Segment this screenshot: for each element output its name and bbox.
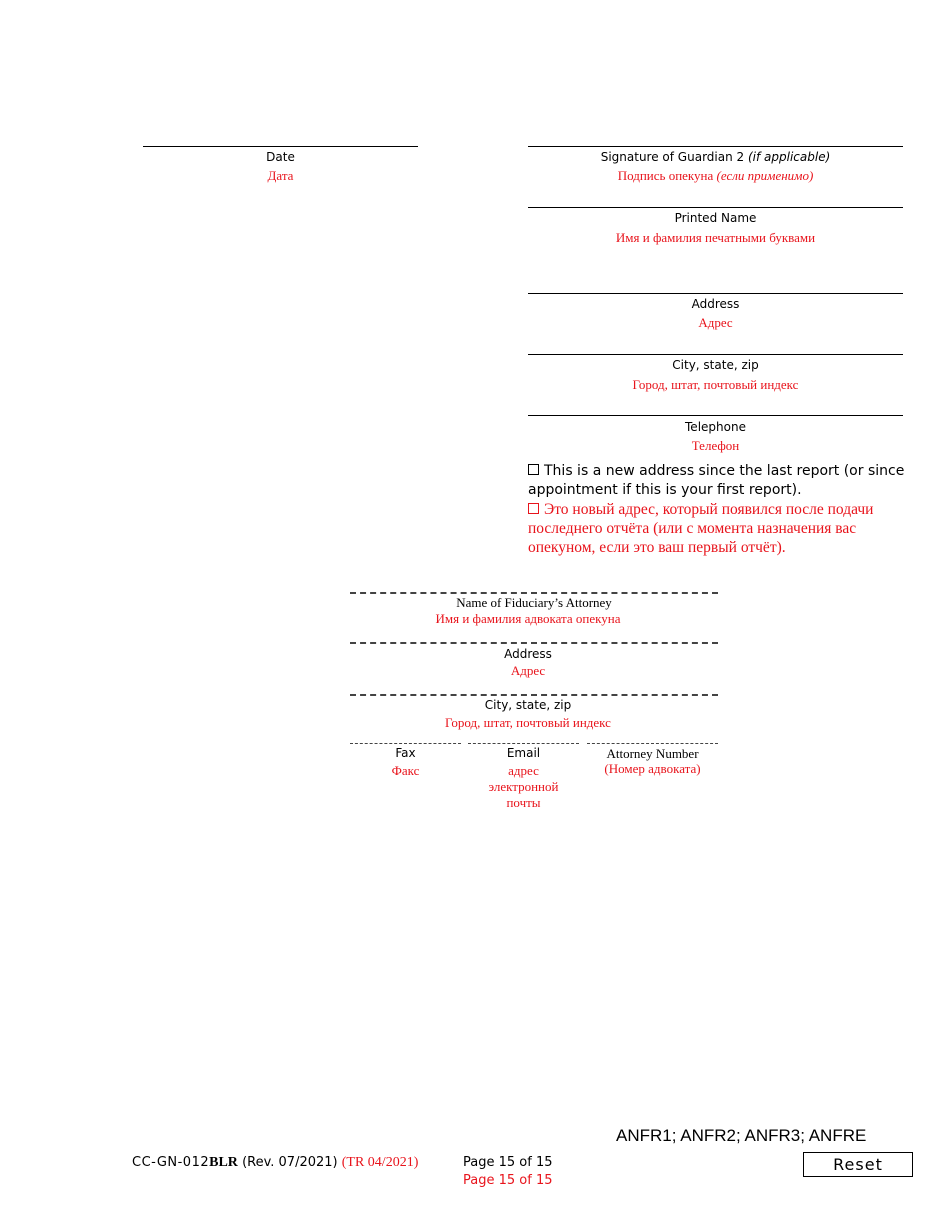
attorney-number-label-ru: (Номер адвоката) xyxy=(604,761,701,776)
new-address-option-ru[interactable] xyxy=(528,500,908,557)
address-label-ru: Адрес xyxy=(698,315,733,330)
city-state-zip-label-ru: Город, штат, почтовый индекс xyxy=(632,377,799,392)
attorney-name-line xyxy=(350,592,718,594)
form-number xyxy=(132,1155,418,1171)
address-line xyxy=(528,293,903,294)
form-code-suffix: BLR xyxy=(209,1155,238,1170)
form-translation-revision: (TR 04/2021) xyxy=(341,1155,419,1170)
guardian2-signature-applicable-ru: (если применимо) xyxy=(716,168,814,183)
new-address-text: This is a new address since the last report (or since appointment if this is your first report). xyxy=(528,463,905,498)
form-code: CC-GN-012 xyxy=(132,1155,210,1170)
attorney-number-line xyxy=(587,743,718,744)
fax-label: Fax xyxy=(395,746,416,760)
new-address-option[interactable] xyxy=(528,462,908,500)
attorney-city-label: City, state, zip xyxy=(484,698,572,712)
email-label-ru-line3: почты xyxy=(506,795,541,810)
guardian2-signature-label-ru xyxy=(528,168,903,184)
telephone-label: Telephone xyxy=(685,420,746,434)
new-address-checkbox-ru[interactable] xyxy=(528,503,539,514)
date-label-ru: Дата xyxy=(267,168,294,183)
reset-button[interactable]: Reset xyxy=(803,1152,913,1177)
date-signature-line xyxy=(143,146,418,147)
email-label: Email xyxy=(506,746,541,760)
email-line xyxy=(468,743,579,744)
telephone-line xyxy=(528,415,903,416)
email-label-ru-line2: электронной xyxy=(488,779,559,794)
guardian2-signature-text-ru: Подпись опекуна xyxy=(617,168,714,183)
fax-label-ru: Факс xyxy=(391,763,420,778)
city-state-zip-label: City, state, zip xyxy=(672,358,759,372)
email-label-ru-line1: адрес xyxy=(508,763,539,778)
city-state-zip-line xyxy=(528,354,903,355)
attorney-address-label: Address xyxy=(504,647,552,661)
guardian2-signature-line xyxy=(528,146,903,147)
attorney-city-label-ru: Город, штат, почтовый индекс xyxy=(445,715,611,730)
new-address-checkbox[interactable] xyxy=(528,464,539,475)
attorney-address-label-ru: Адрес xyxy=(510,663,546,678)
fax-line xyxy=(350,743,461,744)
page-number-ru: Page 15 of 15 xyxy=(463,1173,553,1188)
guardian2-signature-applicable: (if applicable) xyxy=(747,150,831,164)
telephone-label-ru: Телефон xyxy=(691,438,740,453)
attorney-number-label: Attorney Number xyxy=(606,746,699,761)
email-label-ru xyxy=(468,763,579,811)
address-label: Address xyxy=(691,297,740,311)
date-label: Date xyxy=(266,150,295,164)
attorney-name-label: Name of Fiduciary’s Attorney xyxy=(456,595,612,610)
printed-name-label: Printed Name xyxy=(674,211,757,225)
guardian2-signature-label xyxy=(528,150,903,164)
printed-name-label-ru: Имя и фамилия печатными буквами xyxy=(615,230,816,245)
form-revision: (Rev. 07/2021) xyxy=(242,1155,338,1170)
new-address-text-ru: Это новый адрес, который появился после подачи последнего отчёта (или с момента назначения вас опекуном, если это ваш первый отчёт). xyxy=(528,501,874,556)
field-names-text: ANFR1; ANFR2; ANFR3; ANFRE xyxy=(616,1126,867,1145)
guardian2-signature-text: Signature of Guardian 2 xyxy=(600,150,745,164)
attorney-city-line xyxy=(350,694,718,696)
page-number: Page 15 of 15 xyxy=(463,1155,553,1170)
attorney-name-label-ru: Имя и фамилия адвоката опекуна xyxy=(435,611,621,626)
attorney-address-line xyxy=(350,642,718,644)
printed-name-line xyxy=(528,207,903,208)
